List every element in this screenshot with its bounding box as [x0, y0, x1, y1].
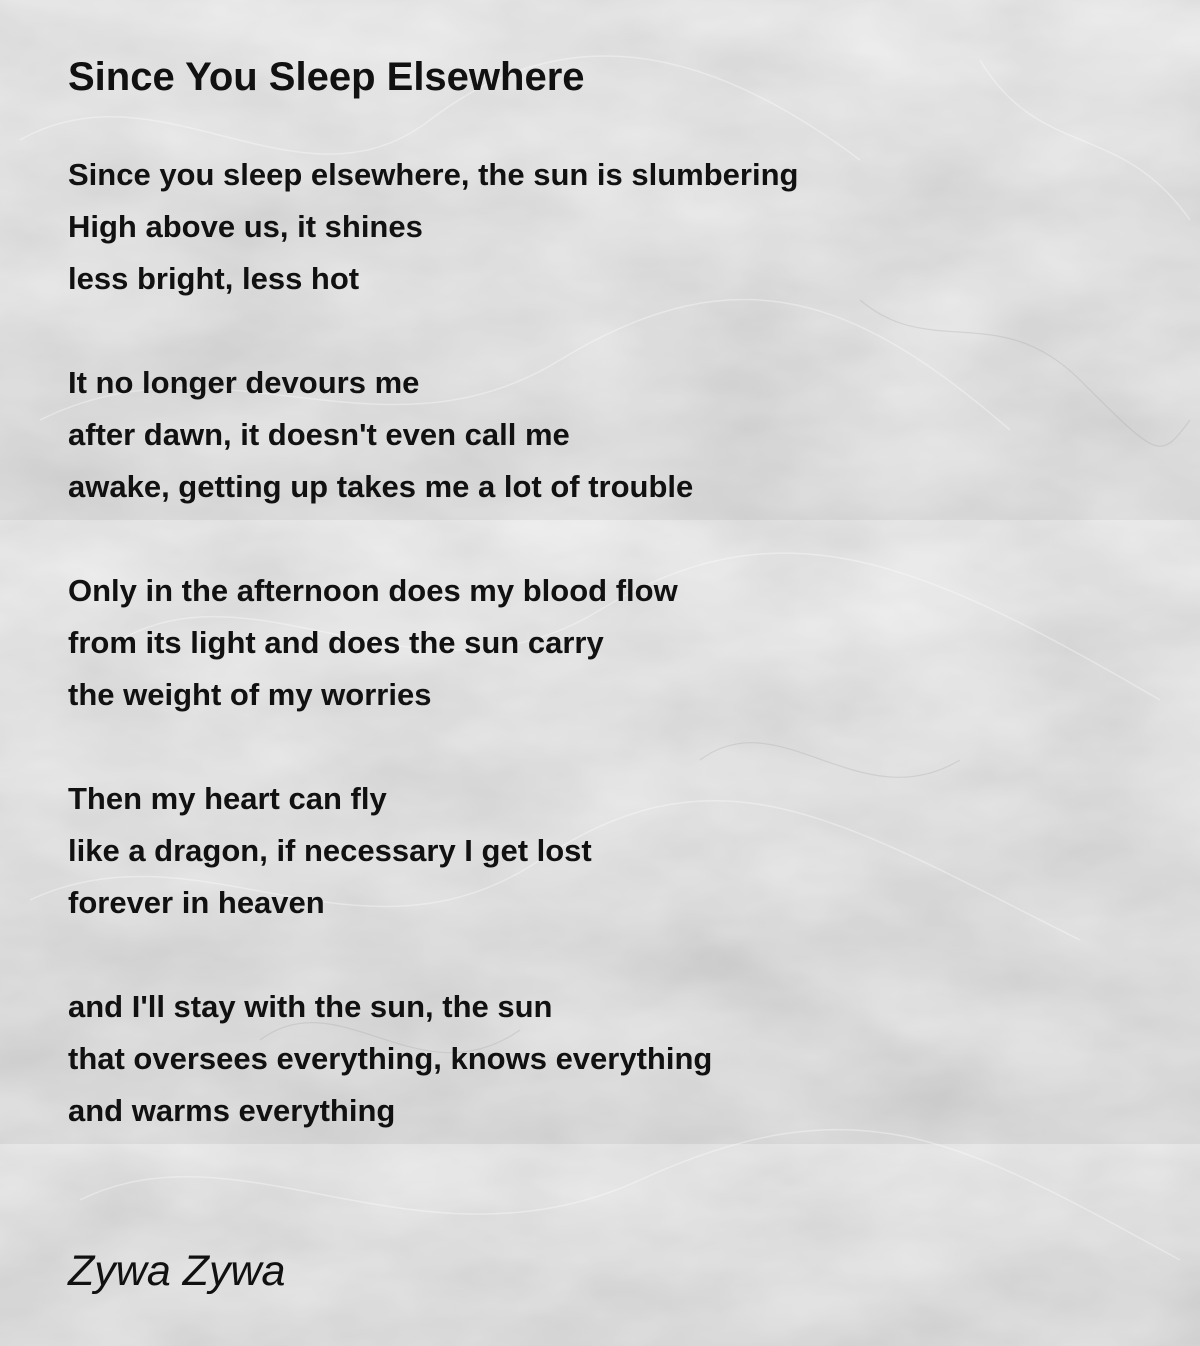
poem-line: Then my heart can fly [68, 781, 387, 816]
poem-author: Zywa Zywa [68, 1247, 286, 1295]
poem-line: Since you sleep elsewhere, the sun is slumbering [68, 157, 799, 192]
poem-line: less bright, less hot [68, 261, 360, 296]
poem-line: after dawn, it doesn't even call me [68, 417, 570, 452]
poem-line: like a dragon, if necessary I get lost [68, 833, 592, 868]
poem-line: and warms everything [68, 1093, 396, 1128]
poem-line: and I'll stay with the sun, the sun [68, 989, 553, 1024]
stanza-2 [68, 357, 693, 513]
poem-line: Only in the afternoon does my blood flow [68, 573, 678, 608]
stanza-3 [68, 565, 678, 721]
stanza-5 [68, 981, 712, 1137]
poem-line: High above us, it shines [68, 209, 423, 244]
poem-line: awake, getting up takes me a lot of trouble [68, 469, 694, 504]
poem-line: that oversees everything, knows everything [68, 1041, 713, 1076]
poem-line: It no longer devours me [68, 365, 420, 400]
poem-title: Since You Sleep Elsewhere [68, 55, 585, 99]
poem-line: the weight of my worries [68, 677, 432, 712]
poem-line: forever in heaven [68, 885, 325, 920]
stanza-1 [68, 149, 798, 305]
stanza-4 [68, 773, 592, 929]
poem-line: from its light and does the sun carry [68, 625, 604, 660]
